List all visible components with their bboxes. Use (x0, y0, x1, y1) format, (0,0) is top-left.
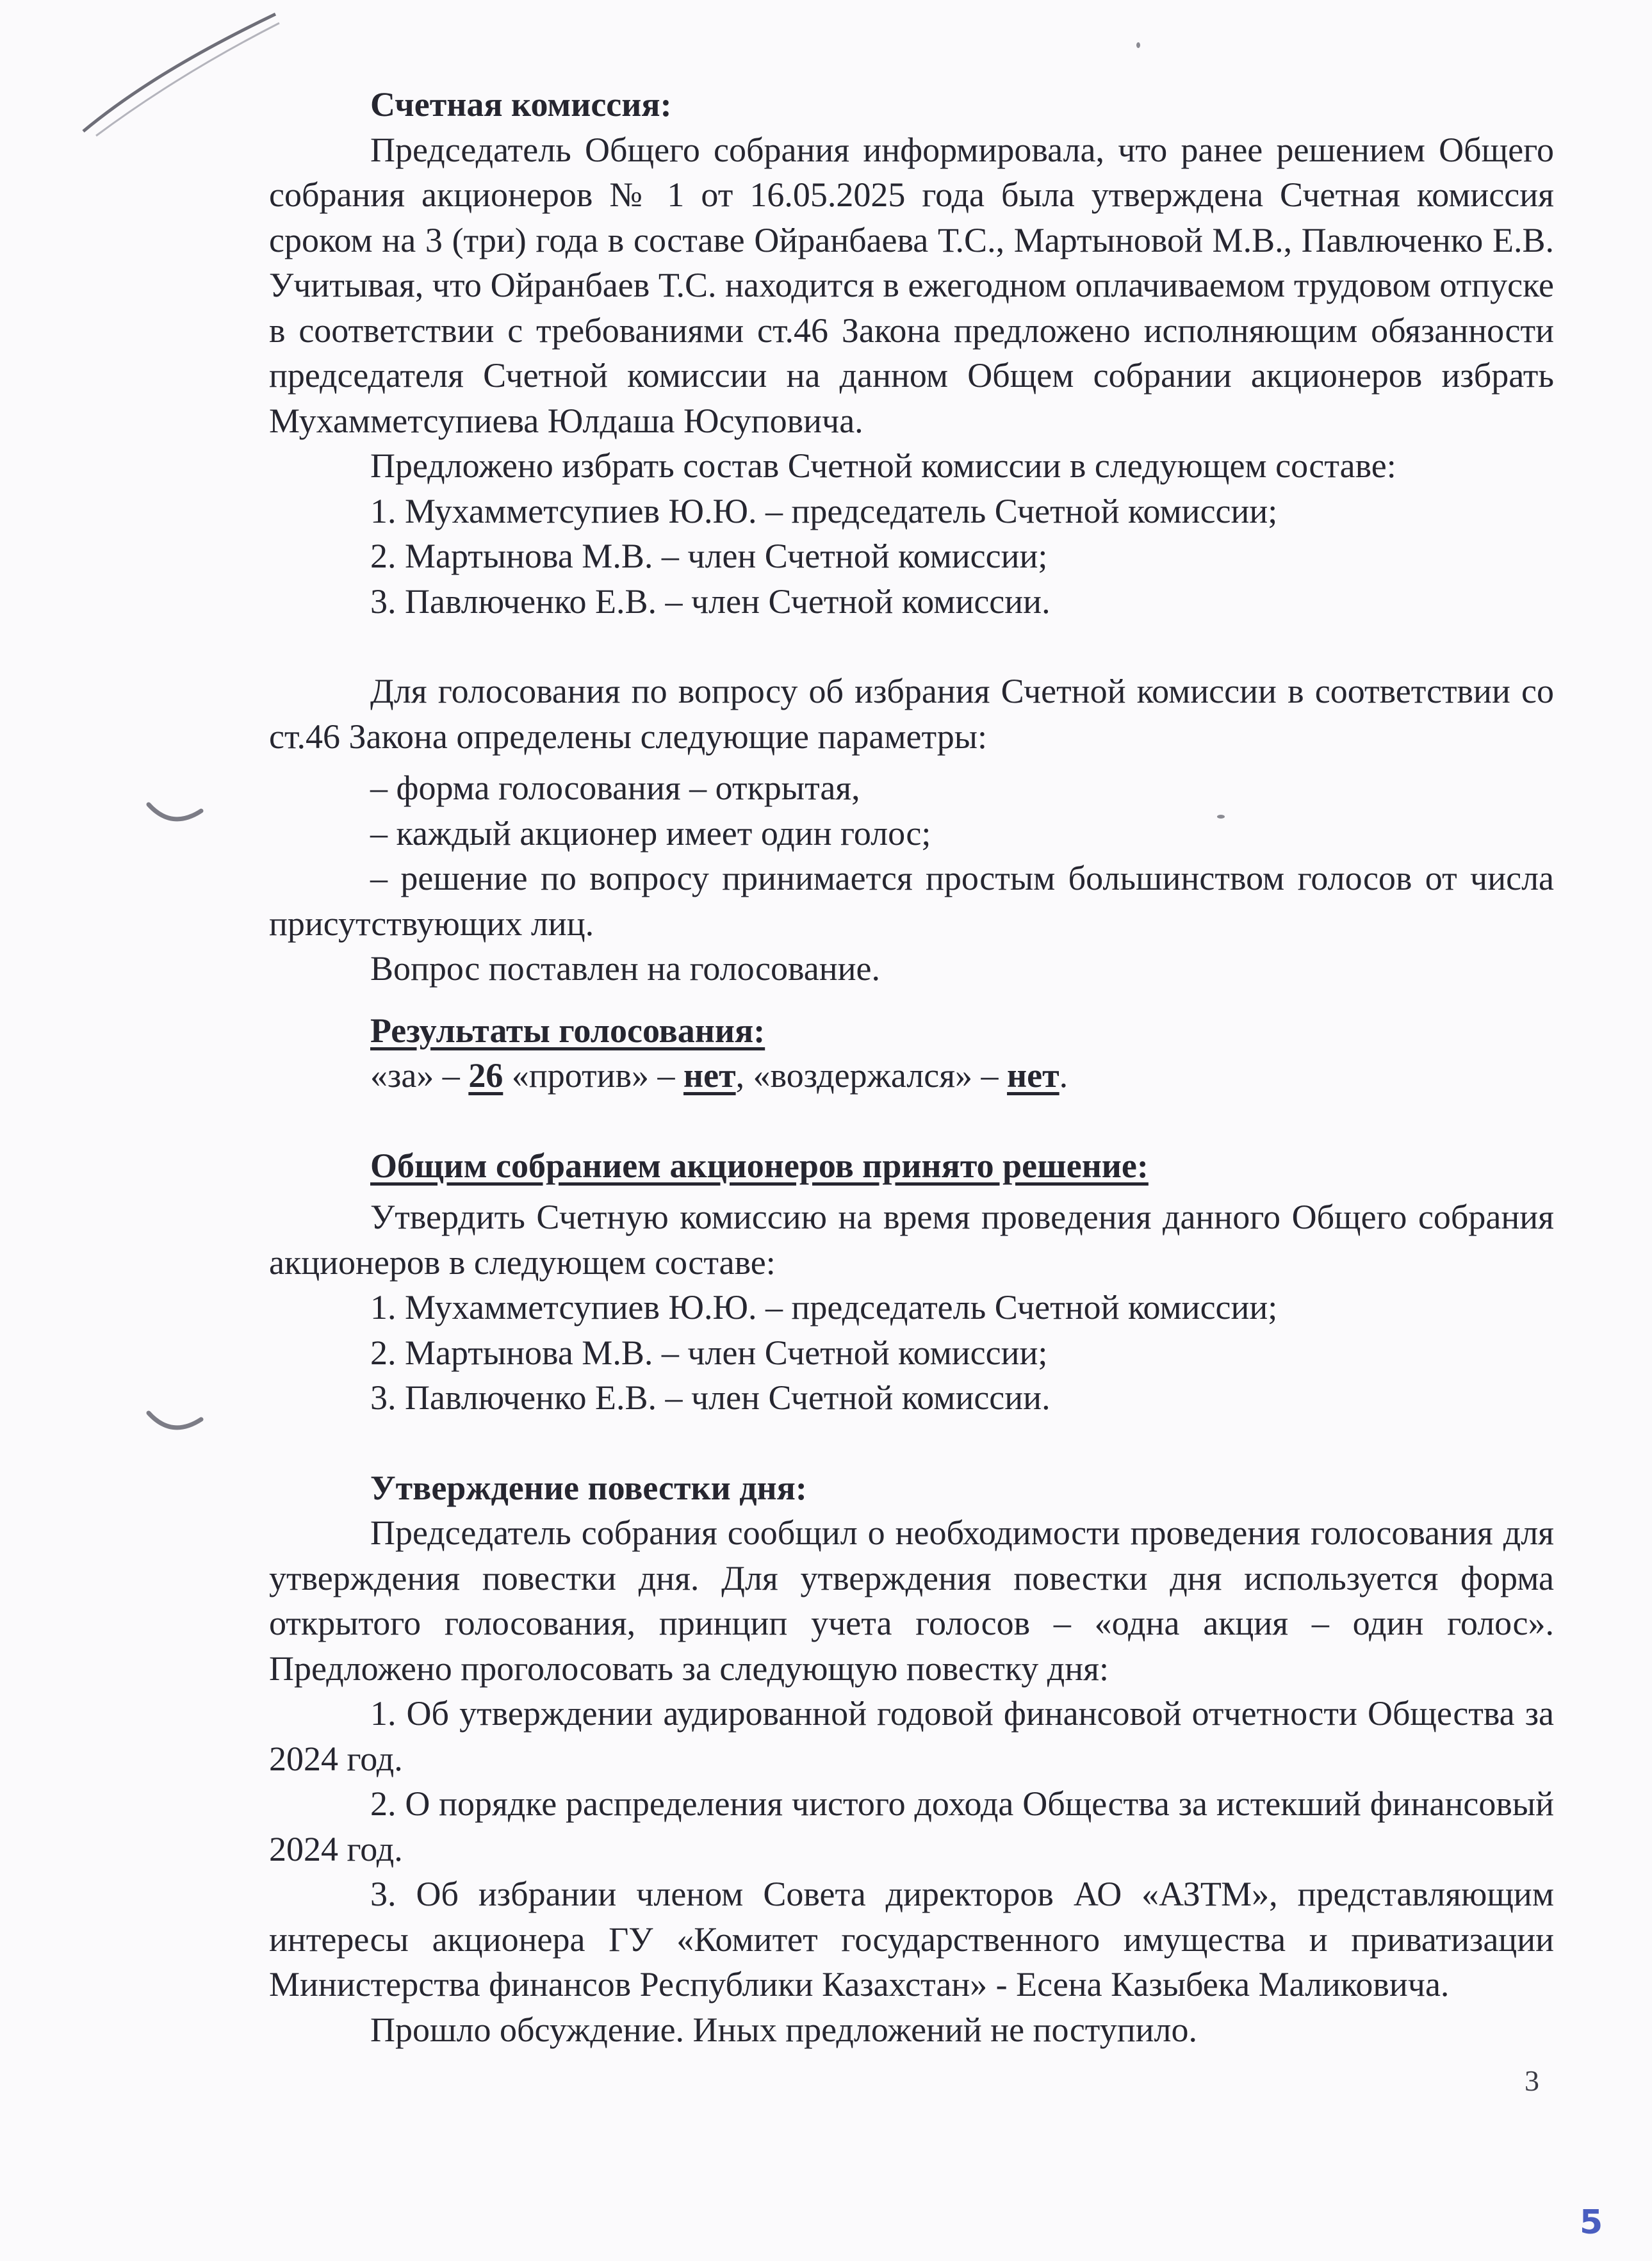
decision-text: Утвердить Счетную комиссию на время проведения данного Общего собрания акционеров в следующем составе: (269, 1198, 1554, 1282)
closing-text: Прошло обсуждение. Иных предложений не поступило. (370, 2010, 1197, 2049)
decision-heading: Общим собранием акционеров принято решение: (370, 1146, 1149, 1185)
vote-against-value: нет (683, 1056, 736, 1095)
sentence-end: . (1059, 1056, 1068, 1095)
list-item: 2. Мартынова М.В. – член Счетной комиссии; (370, 537, 1048, 575)
list-item: 3. Павлюченко Е.В. – член Счетной комиссии. (370, 582, 1051, 621)
list-item: 3. Павлюченко Е.В. – член Счетной комиссии. (370, 1378, 1051, 1417)
list-item: – каждый акционер имеет один голос; (370, 813, 931, 853)
counting-commission-paragraph: Председатель Общего собрания информировала, что ранее решением Общего собрания акционеров № 1 от 16.05.2025 года была утверждена Счетная комиссия сроком на 3 (три) года в составе Ойранбаева Т.С., Мартыновой М.В., Павлюченко Е.В. Учитывая, что Ойранбаев Т.С. находится в ежегодном оплачиваемом трудовом отпуске в соответствии с требованиями ст.46 Закона предложено исполняющим обязанности председателя Счетной комиссии на данном Общем собрании акционеров избрать Мухамметсупиева Юлдаша Юсуповича. (269, 130, 1554, 440)
proposal-intro: Предложено избрать состав Счетной комиссии в следующем составе: (370, 446, 1396, 485)
section-heading-counting-commission: Счетная комиссия: (370, 85, 672, 124)
vote-for-value: 26 (468, 1056, 503, 1095)
agenda-item: 1. Об утверждении аудированной годовой финансовой отчетности Общества за 2024 год. (269, 1694, 1554, 1778)
punch-hole-bottom (146, 1409, 204, 1439)
list-item: – форма голосования – открытая, (370, 769, 860, 807)
document-body (269, 82, 1554, 2052)
page-fold-shadow (0, 0, 295, 167)
handwritten-sheet-number: 5 (1580, 2203, 1603, 2242)
paper-speck (1136, 42, 1140, 48)
agenda-item: 3. Об избрании членом Совета директоров АО «АЗТМ», представляющим интересы акционера ГУ «Комитет государственного имущества и приватизации Министерства финансов Республики Казахстан» - Есена Казыбека Маликовича. (269, 1875, 1554, 2004)
punch-hole-top (146, 801, 204, 830)
list-item: – решение по вопросу принимается простым большинством голосов от числа присутствующих лиц. (269, 859, 1554, 943)
agenda-item: 2. О порядке распределения чистого дохода Общества за истекший финансовый 2024 год. (269, 1784, 1554, 1868)
voting-results-heading: Результаты голосования: (370, 1011, 765, 1050)
list-item: 2. Мартынова М.В. – член Счетной комиссии; (370, 1333, 1048, 1372)
vote-for-label: «за» – (370, 1056, 469, 1095)
page-number: 3 (1525, 2064, 1539, 2097)
list-item: 1. Мухамметсупиев Ю.Ю. – председатель Счетной комиссии; (370, 491, 1278, 530)
agenda-heading: Утверждение повестки дня: (370, 1468, 807, 1507)
list-item: 1. Мухамметсупиев Ю.Ю. – председатель Счетной комиссии; (370, 1288, 1278, 1326)
voting-params-intro: Для голосования по вопросу об избрания Счетной комиссии в соответствии со ст.46 Закона определены следующие параметры: (269, 672, 1554, 756)
voting-results-line (269, 1053, 1554, 1098)
vote-abstain-value: нет (1007, 1056, 1059, 1095)
put-to-vote-text: Вопрос поставлен на голосование. (370, 949, 880, 988)
vote-against-label: «против» – (503, 1056, 683, 1095)
agenda-paragraph: Председатель собрания сообщил о необходимости проведения голосования для утверждения повестки дня. Для утверждения повестки дня используется форма открытого голосования, принцип учета голосов – «одна акция – один голос». Предложено проголосовать за следующую повестку дня: (269, 1514, 1554, 1688)
vote-abstain-label: , «воздержался» – (735, 1056, 1008, 1095)
